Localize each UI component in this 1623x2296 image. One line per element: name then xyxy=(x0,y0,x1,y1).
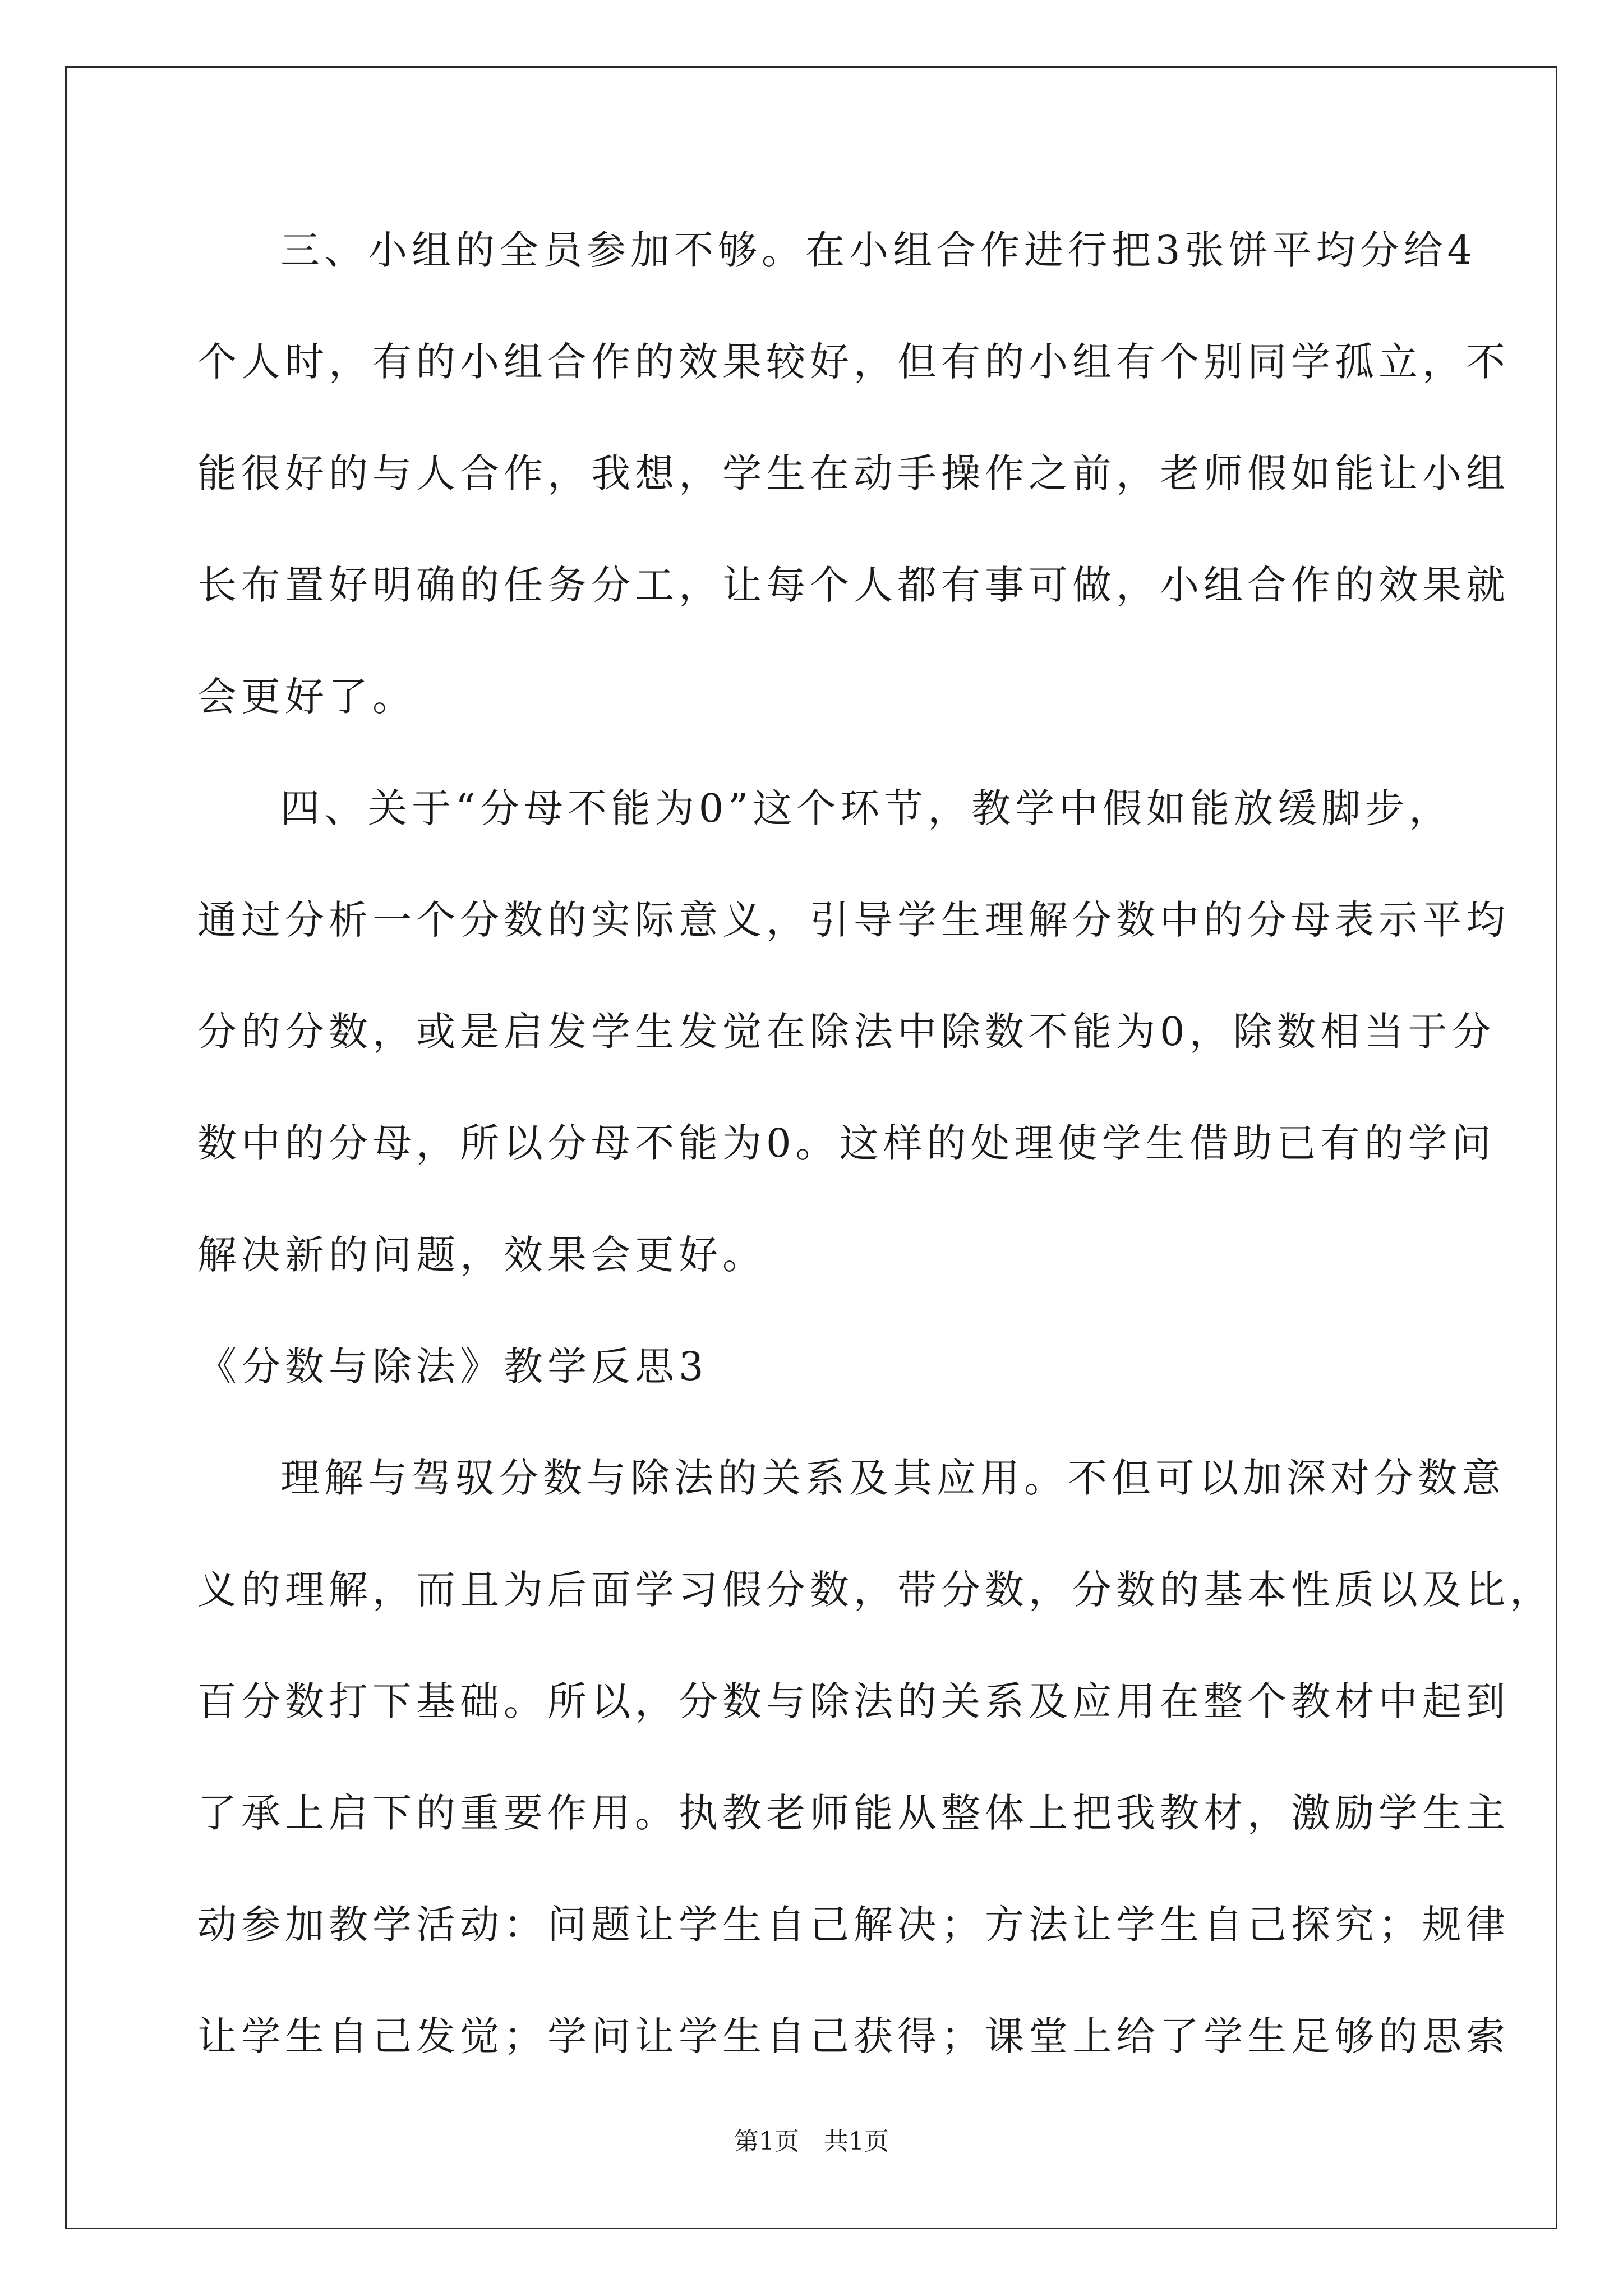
text-line: 会更好了。 xyxy=(197,674,416,720)
text-line: 百分数打下基础。所以，分数与除法的关系及应用在整个教材中起到 xyxy=(197,1678,1510,1724)
text-line: 让学生自己发觉；学问让学生自己获得；课堂上给了学生足够的思索 xyxy=(197,2013,1510,2059)
text-line: 通过分析一个分数的实际意义，引导学生理解分数中的分母表示平均 xyxy=(197,897,1510,943)
text-line: 了承上启下的重要作用。执教老师能从整体上把我教材，激励学生主 xyxy=(197,1790,1510,1836)
text-line: 义的理解，而且为后面学习假分数，带分数，分数的基本性质以及比， xyxy=(197,1567,1553,1613)
text-line: 分的分数，或是启发学生发觉在除法中除数不能为0，除数相当于分 xyxy=(197,1009,1496,1055)
text-line: 三、小组的全员参加不够。在小组合作进行把3张饼平均分给4 xyxy=(280,227,1477,273)
text-line: 四、关于“分母不能为0”这个环节，教学中假如能放缓脚步， xyxy=(280,785,1453,831)
page-footer: 第1页 共1页 xyxy=(734,2127,889,2156)
text-line: 解决新的问题，效果会更好。 xyxy=(197,1232,766,1278)
text-line: 能很好的与人合作，我想，学生在动手操作之前，老师假如能让小组 xyxy=(197,450,1510,496)
section-heading: 《分数与除法》教学反思3 xyxy=(197,1343,708,1389)
text-line: 个人时，有的小组合作的效果较好，但有的小组有个别同学孤立，不 xyxy=(197,339,1510,385)
text-line: 理解与驾驭分数与除法的关系及其应用。不但可以加深对分数意 xyxy=(280,1455,1505,1501)
text-line: 动参加教学活动：问题让学生自己解决；方法让学生自己探究；规律 xyxy=(197,1902,1510,1948)
text-line: 数中的分母，所以分母不能为0。这样的处理使学生借助已有的学问 xyxy=(197,1120,1496,1166)
text-line: 长布置好明确的任务分工，让每个人都有事可做，小组合作的效果就 xyxy=(197,562,1510,608)
